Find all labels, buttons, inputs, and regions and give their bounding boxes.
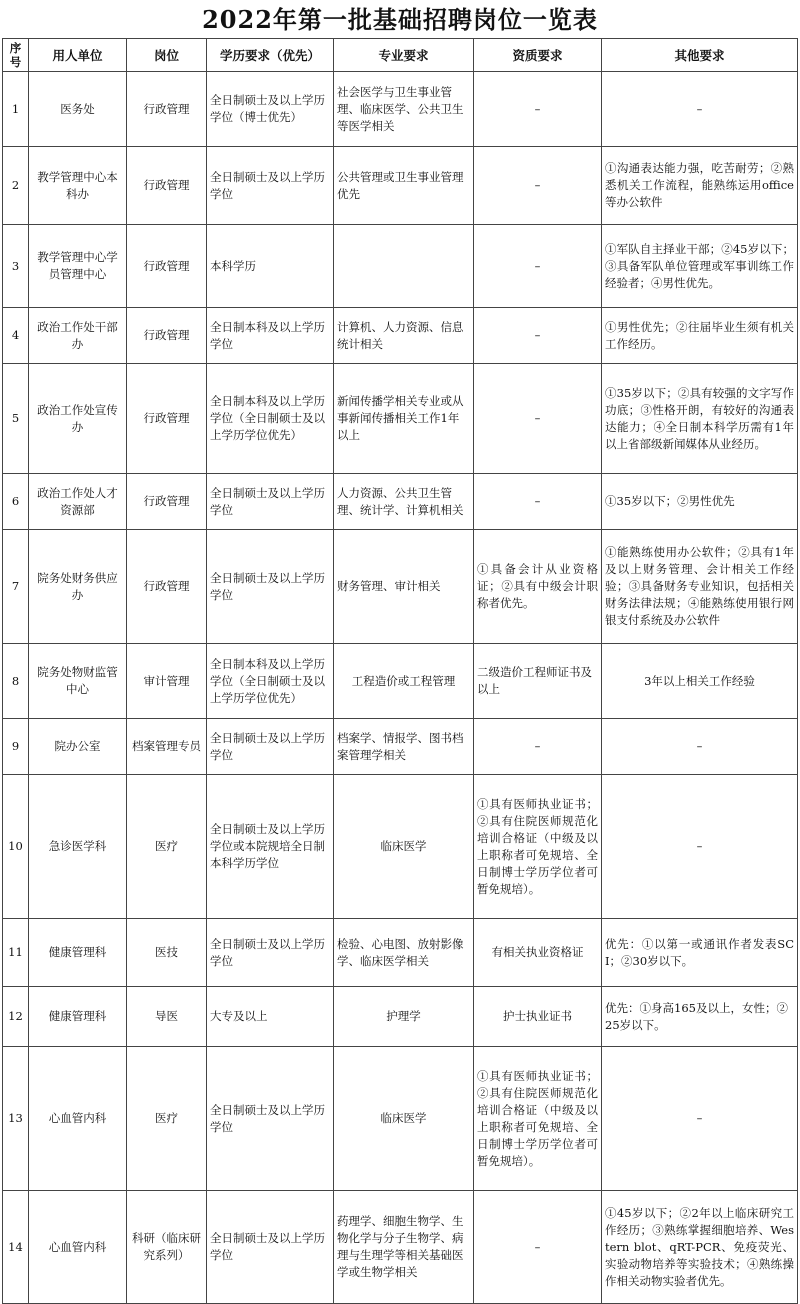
row-other: –	[602, 72, 798, 147]
row-no: 11	[3, 919, 29, 987]
row-unit: 政治工作处宣传办	[29, 364, 127, 474]
row-other: –	[602, 719, 798, 775]
row-post: 科研（临床研究系列）	[127, 1191, 207, 1304]
row-unit: 政治工作处干部办	[29, 308, 127, 364]
row-no: 6	[3, 474, 29, 530]
row-post: 行政管理	[127, 225, 207, 308]
table-row	[3, 364, 798, 474]
row-qual: –	[474, 719, 602, 775]
header-post: 岗位	[127, 39, 207, 72]
row-qual: –	[474, 147, 602, 225]
row-unit: 院办公室	[29, 719, 127, 775]
row-unit: 心血管内科	[29, 1191, 127, 1304]
row-edu: 全日制硕士及以上学历学位（博士优先）	[207, 72, 334, 147]
row-no: 14	[3, 1191, 29, 1304]
row-post: 审计管理	[127, 644, 207, 719]
row-unit: 院务处财务供应办	[29, 530, 127, 644]
row-major: 检验、心电图、放射影像学、临床医学相关	[334, 919, 474, 987]
row-no: 9	[3, 719, 29, 775]
row-qual: –	[474, 1191, 602, 1304]
row-post: 行政管理	[127, 364, 207, 474]
table-header-row	[3, 39, 798, 72]
table-row	[3, 530, 798, 644]
row-qual: –	[474, 474, 602, 530]
table-row	[3, 1191, 798, 1304]
row-edu: 全日制硕士及以上学历学位	[207, 147, 334, 225]
row-no: 1	[3, 72, 29, 147]
row-no: 12	[3, 987, 29, 1047]
row-unit: 心血管内科	[29, 1047, 127, 1191]
table-row	[3, 919, 798, 987]
row-edu: 全日制本科及以上学历学位（全日制硕士及以上学历学位优先）	[207, 364, 334, 474]
row-qual: 护士执业证书	[474, 987, 602, 1047]
row-qual: ①具有医师执业证书；②具有住院医师规范化培训合格证（中级及以上职称者可免规培、全日制博士学历学位者可暂免规培）。	[474, 1047, 602, 1191]
row-other: –	[602, 1047, 798, 1191]
header-unit: 用人单位	[29, 39, 127, 72]
row-qual: –	[474, 364, 602, 474]
row-qual: 有相关执业资格证	[474, 919, 602, 987]
row-edu: 全日制硕士及以上学历学位	[207, 719, 334, 775]
row-post: 行政管理	[127, 530, 207, 644]
row-unit: 医务处	[29, 72, 127, 147]
row-post: 导医	[127, 987, 207, 1047]
table-row	[3, 474, 798, 530]
row-post: 行政管理	[127, 474, 207, 530]
table-row	[3, 1047, 798, 1191]
row-other: ①沟通表达能力强，吃苦耐劳；②熟悉机关工作流程，能熟练运用office等办公软件	[602, 147, 798, 225]
row-edu: 本科学历	[207, 225, 334, 308]
row-major: 新闻传播学相关专业或从事新闻传播相关工作1年以上	[334, 364, 474, 474]
row-unit: 健康管理科	[29, 919, 127, 987]
row-other: 3年以上相关工作经验	[602, 644, 798, 719]
row-edu: 大专及以上	[207, 987, 334, 1047]
row-other: ①45岁以下；②2年以上临床研究工作经历；③熟练掌握细胞培养、Western blot、qRT-PCR、免疫荧光、实验动物培养等实验技术；④熟练操作相关动物实验者优先。	[602, 1191, 798, 1304]
header-no: 序号	[3, 39, 29, 72]
row-other: 优先：①以第一或通讯作者发表SCI；②30岁以下。	[602, 919, 798, 987]
row-major: 计算机、人力资源、信息统计相关	[334, 308, 474, 364]
table-row	[3, 775, 798, 919]
row-no: 7	[3, 530, 29, 644]
row-unit: 教学管理中心本科办	[29, 147, 127, 225]
row-post: 档案管理专员	[127, 719, 207, 775]
row-other: 优先：①身高165及以上，女性；②25岁以下。	[602, 987, 798, 1047]
row-qual: –	[474, 308, 602, 364]
table-row	[3, 644, 798, 719]
row-major: 临床医学	[334, 775, 474, 919]
row-major: 临床医学	[334, 1047, 474, 1191]
row-post: 行政管理	[127, 72, 207, 147]
table-row	[3, 147, 798, 225]
row-no: 2	[3, 147, 29, 225]
table-row	[3, 719, 798, 775]
row-edu: 全日制硕士及以上学历学位	[207, 1191, 334, 1304]
table-row	[3, 987, 798, 1047]
row-other: ①35岁以下；②具有较强的文字写作功底；③性格开朗，有较好的沟通表达能力；④全日制本科学历需有1年以上省部级新闻媒体从业经历。	[602, 364, 798, 474]
row-major: 药理学、细胞生物学、生物化学与分子生物学、病理与生理学等相关基础医学或生物学相关	[334, 1191, 474, 1304]
row-major: 档案学、情报学、图书档案管理学相关	[334, 719, 474, 775]
row-edu: 全日制硕士及以上学历学位	[207, 1047, 334, 1191]
row-edu: 全日制硕士及以上学历学位	[207, 530, 334, 644]
row-qual: ①具有医师执业证书；②具有住院医师规范化培训合格证（中级及以上职称者可免规培、全日制博士学历学位者可暂免规培）。	[474, 775, 602, 919]
header-edu: 学历要求（优先）	[207, 39, 334, 72]
row-edu: 全日制硕士及以上学历学位	[207, 474, 334, 530]
row-unit: 院务处物财监管中心	[29, 644, 127, 719]
row-no: 10	[3, 775, 29, 919]
row-major: 财务管理、审计相关	[334, 530, 474, 644]
row-major: 护理学	[334, 987, 474, 1047]
row-no: 3	[3, 225, 29, 308]
row-no: 4	[3, 308, 29, 364]
row-no: 13	[3, 1047, 29, 1191]
row-major	[334, 225, 474, 308]
table-row	[3, 308, 798, 364]
row-qual: 二级造价工程师证书及以上	[474, 644, 602, 719]
row-no: 8	[3, 644, 29, 719]
row-edu: 全日制硕士及以上学历学位或本院规培全日制本科学历学位	[207, 775, 334, 919]
row-edu: 全日制本科及以上学历学位（全日制硕士及以上学历学位优先）	[207, 644, 334, 719]
row-major: 人力资源、公共卫生管理、统计学、计算机相关	[334, 474, 474, 530]
row-post: 医疗	[127, 775, 207, 919]
row-qual: ①具备会计从业资格证；②具有中级会计职称者优先。	[474, 530, 602, 644]
row-other: –	[602, 775, 798, 919]
row-major: 社会医学与卫生事业管理、临床医学、公共卫生等医学相关	[334, 72, 474, 147]
table-row	[3, 225, 798, 308]
row-major: 公共管理或卫生事业管理优先	[334, 147, 474, 225]
header-qual: 资质要求	[474, 39, 602, 72]
row-other: ①军队自主择业干部；②45岁以下；③具备军队单位管理或军事训练工作经验者；④男性优先。	[602, 225, 798, 308]
row-other: ①能熟练使用办公软件；②具有1年及以上财务管理、会计相关工作经验；③具备财务专业知识，包括相关财务法律法规；④能熟练使用银行网银支付系统及办公软件	[602, 530, 798, 644]
row-post: 行政管理	[127, 308, 207, 364]
row-major: 工程造价或工程管理	[334, 644, 474, 719]
row-unit: 健康管理科	[29, 987, 127, 1047]
header-other: 其他要求	[602, 39, 798, 72]
row-edu: 全日制硕士及以上学历学位	[207, 919, 334, 987]
row-qual: –	[474, 72, 602, 147]
row-unit: 急诊医学科	[29, 775, 127, 919]
row-unit: 教学管理中心学员管理中心	[29, 225, 127, 308]
row-post: 医疗	[127, 1047, 207, 1191]
row-unit: 政治工作处人才资源部	[29, 474, 127, 530]
header-major: 专业要求	[334, 39, 474, 72]
row-qual: –	[474, 225, 602, 308]
row-other: ①男性优先；②往届毕业生须有机关工作经历。	[602, 308, 798, 364]
row-edu: 全日制本科及以上学历学位	[207, 308, 334, 364]
row-post: 医技	[127, 919, 207, 987]
page-title: 2022年第一批基础招聘岗位一览表	[202, 5, 598, 34]
table-row	[3, 72, 798, 147]
row-other: ①35岁以下；②男性优先	[602, 474, 798, 530]
row-no: 5	[3, 364, 29, 474]
row-post: 行政管理	[127, 147, 207, 225]
positions-table	[2, 38, 798, 1304]
